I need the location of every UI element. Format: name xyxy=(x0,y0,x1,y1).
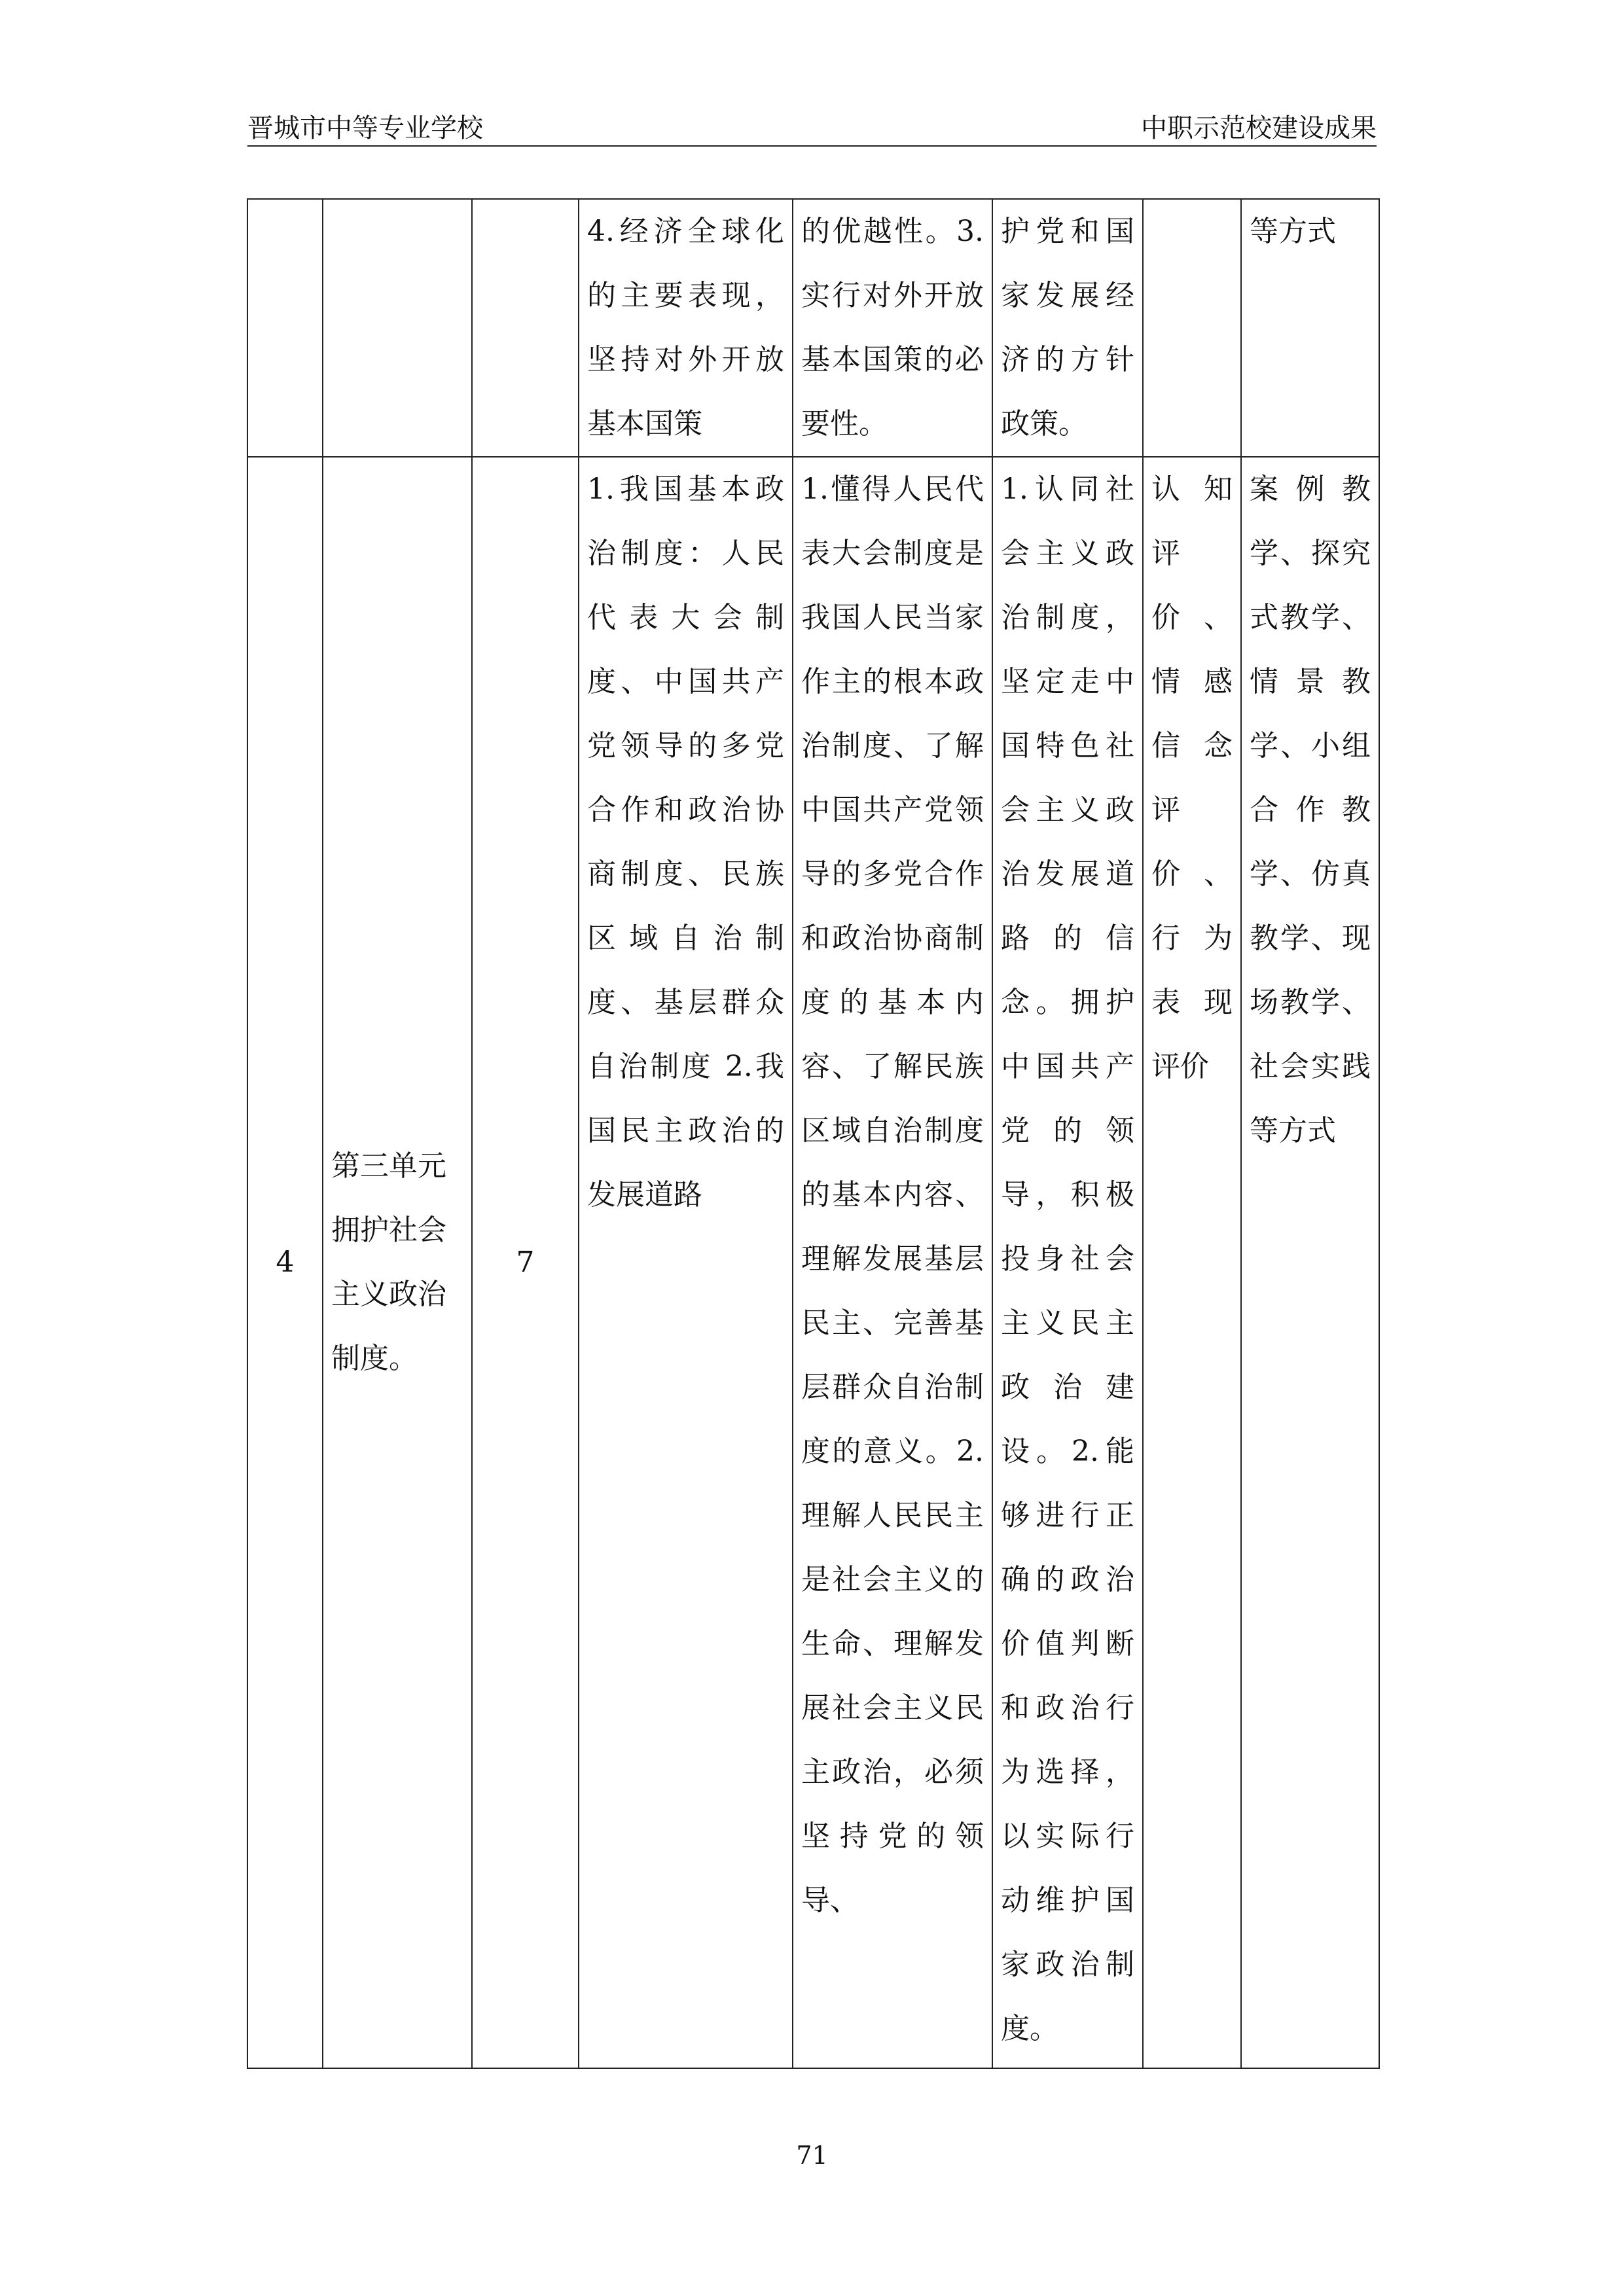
cell-requirements: 的优越性。3.实行对外开放基本国策的必要性。 xyxy=(793,199,992,457)
cell-goals: 护党和国家发展经济的方针政策。 xyxy=(992,199,1143,457)
cell-methods: 等方式 xyxy=(1241,199,1379,457)
table-row xyxy=(247,199,1379,457)
cell-requirements: 1.懂得人民代表大会制度是我国人民当家作主的根本政治制度、了解中国共产党领导的多党合作和政治协商制度的基本内容、了解民族区域自治制度的基本内容、理解发展基层民主、完善基层群众自治制度的意义。2.理解人民民主是社会主义的生命、理解发展社会主义民主政治，必须坚持党的领导、 xyxy=(793,457,992,2068)
header-document-title: 中职示范校建设成果 xyxy=(1141,113,1377,143)
cell-goals: 1.认同社会主义政治制度，坚定走中国特色社会主义政治发展道路的信念。拥护中国共产党的领导，积极投身社会主义民主政治建设。2.能够进行正确的政治价值判断和政治行为选择，以实际行动维护国家政治制度。 xyxy=(992,457,1143,2068)
cell-content: 1.我国基本政治制度：人民代表大会制度、中国共产党领导的多党合作和政治协商制度、民族区域自治制度、基层群众自治制度 2.我国民主政治的发展道路 xyxy=(579,457,793,2068)
cell-evaluation: 认知评价、情感信念评价、行为表现评价 xyxy=(1143,457,1241,2068)
table-row xyxy=(247,457,1379,2068)
cell-unit: 第三单元拥护社会主义政治制度。 xyxy=(323,457,472,2068)
cell-unit xyxy=(323,199,472,457)
header-school-name: 晋城市中等专业学校 xyxy=(247,113,483,143)
cell-hours xyxy=(472,199,579,457)
cell-methods: 案例教学、探究式教学、情景教学、小组合作教学、仿真教学、现场教学、社会实践等方式 xyxy=(1241,457,1379,2068)
cell-content: 4.经济全球化的主要表现，坚持对外开放基本国策 xyxy=(579,199,793,457)
cell-hours: 7 xyxy=(472,457,579,2068)
page-number: 71 xyxy=(796,2141,828,2170)
cell-no: 4 xyxy=(247,457,323,2068)
curriculum-table xyxy=(247,198,1380,2069)
cell-evaluation xyxy=(1143,199,1241,457)
cell-no xyxy=(247,199,323,457)
header-divider xyxy=(247,145,1377,147)
